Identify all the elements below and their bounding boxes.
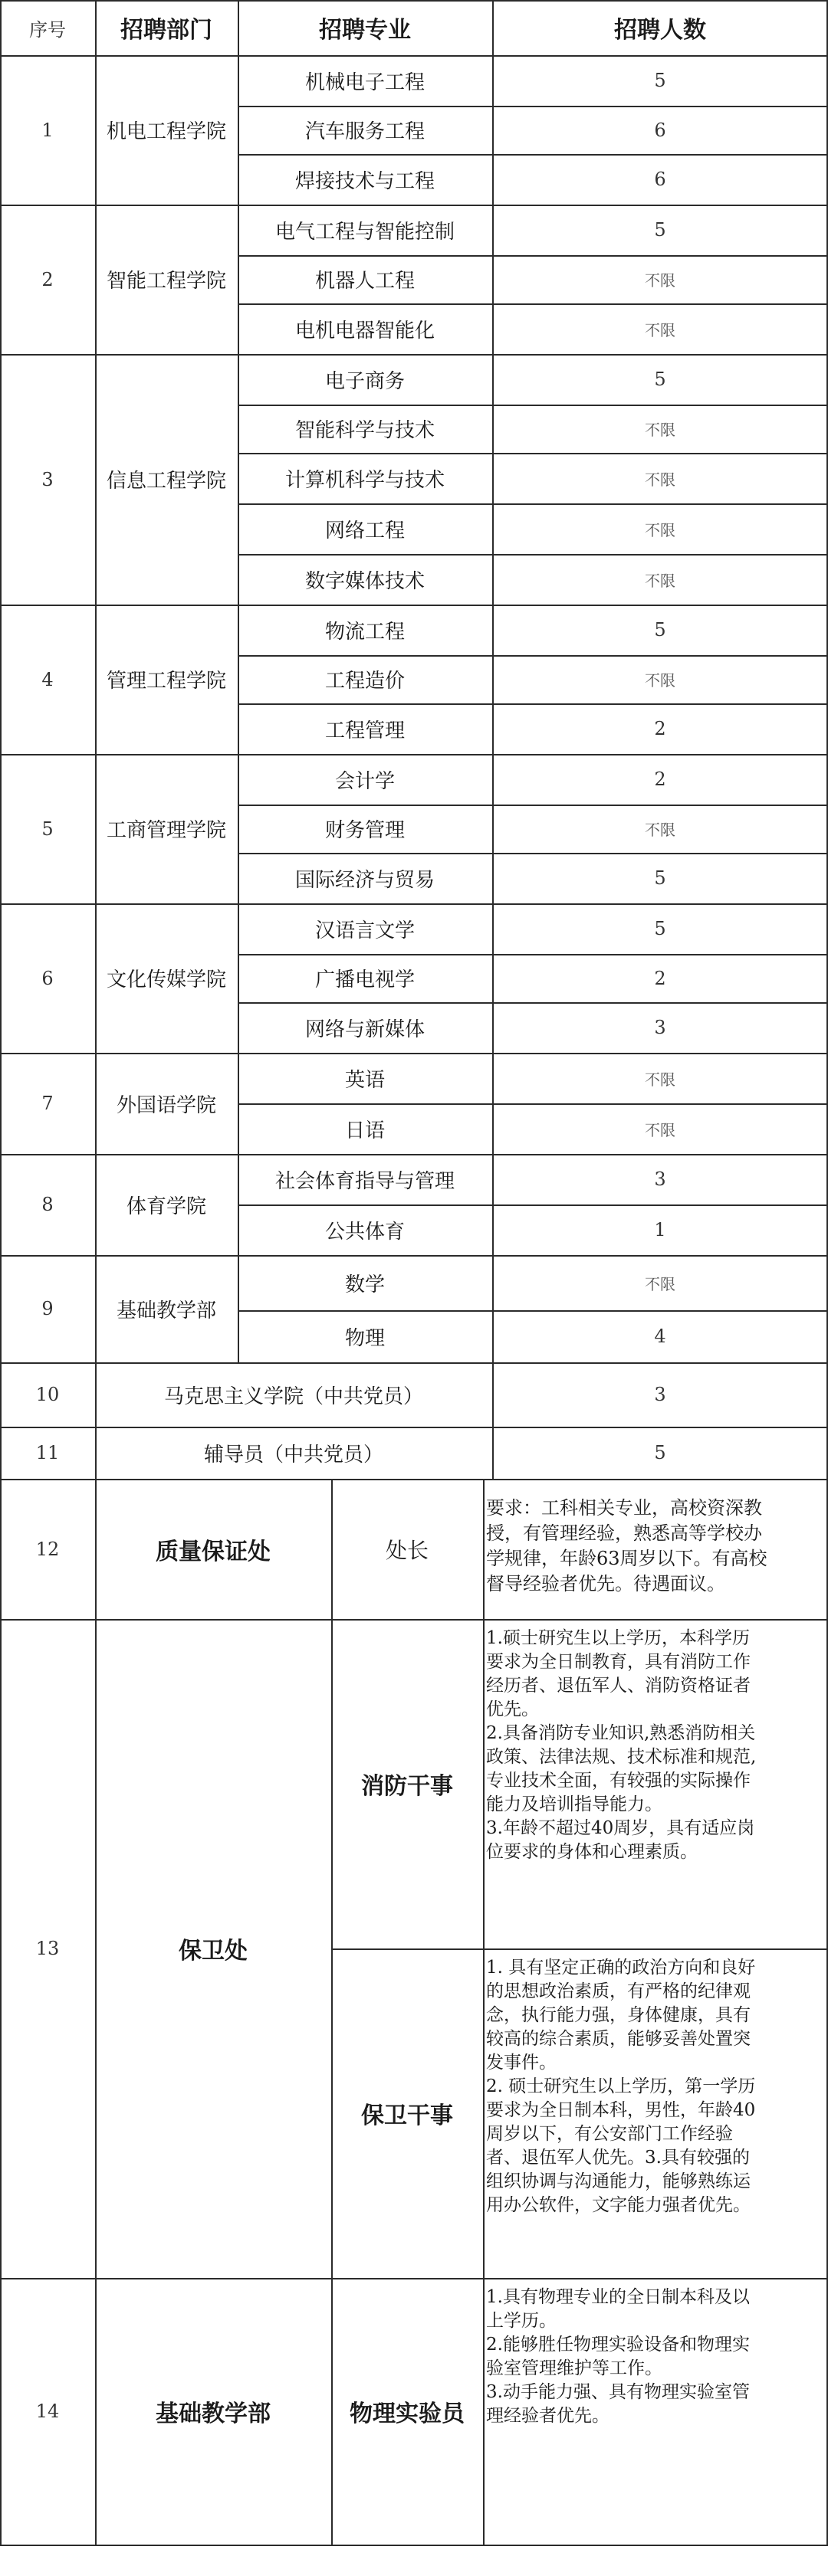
count-cell: 5 <box>654 918 666 939</box>
column-divider <box>238 0 239 1362</box>
header-index: 序号 <box>29 18 66 41</box>
row-index: 9 <box>41 1298 54 1319</box>
count-cell: 不限 <box>645 470 675 489</box>
count-cell: 5 <box>654 867 666 889</box>
major-cell: 机器人工程 <box>314 270 415 293</box>
major-cell: 数字媒体技术 <box>304 569 425 593</box>
major-cell: 网络工程 <box>324 519 405 542</box>
row-index: 3 <box>41 468 54 490</box>
count-cell: 不限 <box>645 821 675 839</box>
major-cell: 汉语言文学 <box>314 919 415 942</box>
department-cell: 保卫处 <box>179 1938 248 1965</box>
row-index: 6 <box>41 967 54 989</box>
count-cell: 2 <box>654 967 666 989</box>
count-cell: 3 <box>654 1017 666 1038</box>
major-cell: 物理 <box>344 1326 385 1350</box>
requirements-text: 要求：工科相关专业，高校资深教 授，有管理经验，熟悉高等学校办 学规律，年龄63周岁以下。有高校 督导经验者优先。待遇面议。 <box>486 1497 767 1594</box>
row-index: 4 <box>41 668 54 690</box>
column-divider <box>483 1619 485 2278</box>
count-cell: 不限 <box>645 1120 675 1139</box>
column-divider <box>331 1479 333 1619</box>
count-cell: 4 <box>654 1326 666 1347</box>
count-cell: 不限 <box>645 520 675 539</box>
count-cell: 5 <box>654 70 666 91</box>
row-index: 5 <box>41 818 54 840</box>
major-cell: 焊接技术与工程 <box>294 169 435 193</box>
row-divider <box>0 0 828 2</box>
major-cell: 数学 <box>344 1273 385 1296</box>
count-cell: 不限 <box>645 671 675 690</box>
column-divider <box>95 2278 97 2545</box>
count-cell: 不限 <box>645 421 675 439</box>
count-cell: 2 <box>654 769 666 790</box>
row-divider <box>0 2545 828 2546</box>
department-cell: 体育学院 <box>126 1195 206 1218</box>
major-cell: 电子商务 <box>324 369 405 393</box>
count-cell: 不限 <box>645 1070 675 1089</box>
department-cell: 管理工程学院 <box>106 670 226 693</box>
count-cell: 6 <box>654 119 666 141</box>
count-cell: 3 <box>654 1168 666 1190</box>
major-cell: 智能科学与技术 <box>294 419 435 442</box>
department-cell: 机电工程学院 <box>106 120 226 143</box>
column-divider <box>95 1619 97 2278</box>
row-index: 13 <box>35 1938 60 1959</box>
department-cell: 文化传媒学院 <box>106 968 226 991</box>
count-cell: 1 <box>654 1219 666 1240</box>
column-divider <box>331 2278 333 2545</box>
header-major: 招聘专业 <box>319 17 411 44</box>
major-cell: 日语 <box>344 1119 385 1142</box>
row-index: 12 <box>35 1538 60 1560</box>
major-cell: 社会体育指导与管理 <box>274 1169 455 1193</box>
row-index: 8 <box>41 1194 54 1215</box>
department-cell: 工商管理学院 <box>106 819 226 842</box>
department-cell: 信息工程学院 <box>106 470 226 493</box>
count-cell: 2 <box>654 718 666 739</box>
column-divider <box>483 1479 485 1619</box>
column-divider <box>492 1362 494 1427</box>
column-divider <box>0 0 2 2545</box>
major-cell: 网络与新媒体 <box>304 1018 425 1041</box>
column-divider <box>331 1619 333 2278</box>
department-cell: 外国语学院 <box>116 1093 216 1117</box>
column-divider <box>492 1427 494 1479</box>
major-cell: 计算机科学与技术 <box>284 468 445 492</box>
count-cell: 5 <box>654 219 666 241</box>
major-cell: 财务管理 <box>324 819 405 842</box>
count-cell: 5 <box>654 369 666 390</box>
position-cell: 处长 <box>385 1537 429 1563</box>
department-cell: 智能工程学院 <box>106 270 226 293</box>
position-cell: 物理实验员 <box>350 2401 465 2427</box>
column-divider <box>483 2278 485 2545</box>
count-cell: 6 <box>654 169 666 190</box>
major-cell: 物流工程 <box>324 620 405 644</box>
count-cell: 5 <box>654 619 666 641</box>
department-cell: 基础教学部 <box>156 2401 271 2427</box>
column-divider <box>95 1362 97 1427</box>
department-cell: 质量保证处 <box>156 1538 271 1565</box>
count-cell: 不限 <box>645 320 675 339</box>
count-cell: 3 <box>654 1384 666 1405</box>
count-cell: 不限 <box>645 1274 675 1293</box>
major-cell: 机械电子工程 <box>304 70 425 94</box>
department-cell: 基础教学部 <box>116 1299 216 1322</box>
column-divider <box>95 1479 97 1619</box>
requirements-text: 1.硕士研究生以上学历，本科学历 要求为全日制教育，具有消防工作 经历者、退伍军人、消防资格证者 优先。 2.具备消防专业知识,熟悉消防相关 政策、法律法规、技术标准和规范, 专业技术全面，有较强的实际操作 能力及培训指导能力。 3.年龄不超过40周岁，具有适应岗 位要求的身体和心理素质。 <box>486 1628 757 1862</box>
major-cell: 工程造价 <box>324 670 405 693</box>
requirements-text: 1. 具有坚定正确的政治方向和良好 的思想政治素质，有严格的纪律观 念，执行能力强，身体健康，具有 较高的综合素质，能够妥善处置突 发事件。 2. 硕士研究生以上学历，第一学历 要求为全日制本科，男性，年龄40 周岁以下，有公安部门工作经验 者、退伍军人优先。3.具有较强的 组织协调与沟通能力，能够熟练运 用办公软件，文字能力强者优先。 <box>486 1958 756 2215</box>
count-cell: 不限 <box>645 271 675 290</box>
row-index: 7 <box>41 1093 54 1114</box>
row-index: 11 <box>35 1442 60 1463</box>
department-cell: 辅导员（中共党员） <box>203 1443 383 1467</box>
major-cell: 电气工程与智能控制 <box>274 220 455 244</box>
major-cell: 汽车服务工程 <box>304 120 425 143</box>
position-cell: 消防干事 <box>361 1773 453 1800</box>
column-divider <box>95 0 97 1362</box>
major-cell: 工程管理 <box>324 719 405 742</box>
count-cell: 5 <box>654 1442 666 1463</box>
header-count: 招聘人数 <box>614 17 706 44</box>
count-cell: 不限 <box>645 571 675 590</box>
row-index: 2 <box>41 268 54 290</box>
header-department: 招聘部门 <box>120 17 212 44</box>
major-cell: 英语 <box>344 1068 385 1092</box>
row-index: 14 <box>35 2401 60 2422</box>
position-cell: 保卫干事 <box>361 2102 453 2129</box>
row-index: 10 <box>35 1384 60 1405</box>
requirements-text: 1.具有物理专业的全日制本科及以 上学历。 2.能够胜任物理实验设备和物理实 验室管理维护等工作。 3.动手能力强、具有物理实验室管 理经验者优先。 <box>486 2287 750 2426</box>
column-divider <box>492 0 494 1362</box>
major-cell: 国际经济与贸易 <box>294 868 435 892</box>
major-cell: 公共体育 <box>324 1220 405 1244</box>
row-index: 1 <box>41 119 54 141</box>
major-cell: 广播电视学 <box>314 968 415 991</box>
major-cell: 电机电器智能化 <box>294 319 435 342</box>
major-cell: 会计学 <box>334 769 395 793</box>
column-divider <box>95 1427 97 1479</box>
department-cell: 马克思主义学院（中共党员） <box>163 1385 423 1408</box>
